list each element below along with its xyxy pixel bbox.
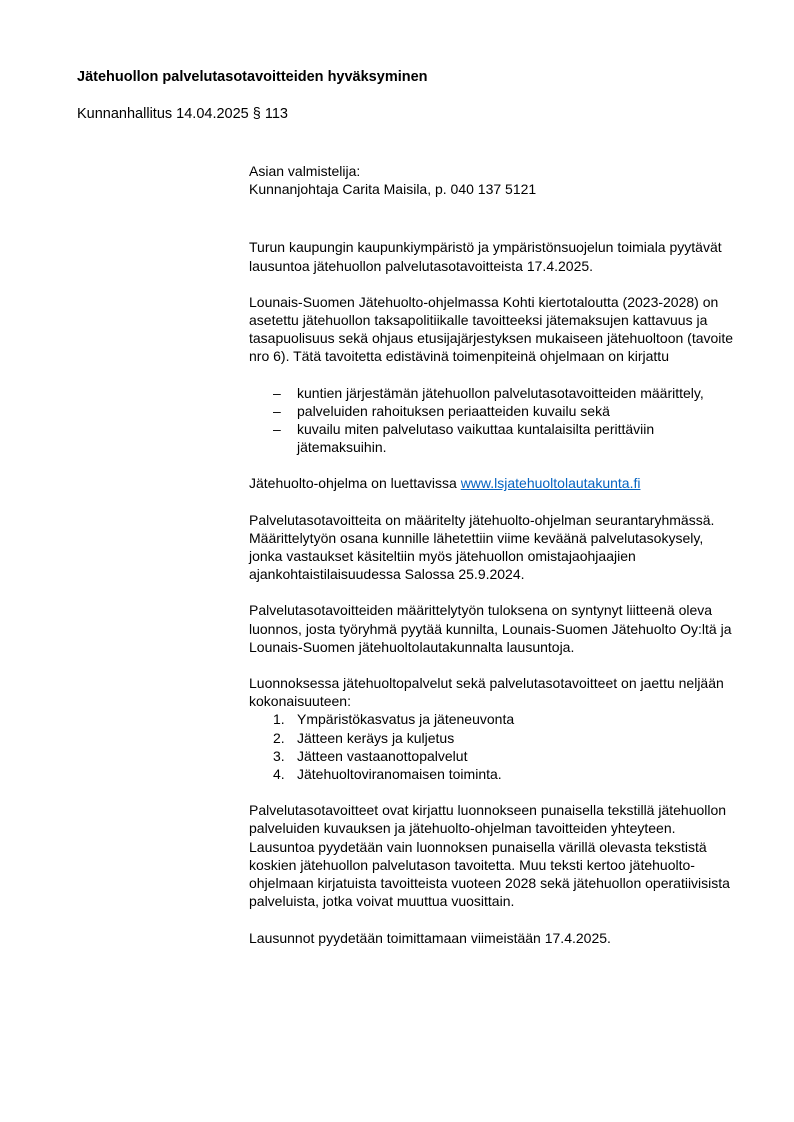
paragraph-request: Turun kaupungin kaupunkiympäristö ja ympäristönsuojelun toimiala pyytävät lausuntoa jätehuollon palvelutasotavoitteista 17.4.2025.	[249, 239, 722, 274]
document-body	[249, 162, 739, 947]
topics-list	[249, 710, 739, 783]
program-link[interactable]: www.lsjatehuoltolautakunta.fi	[460, 475, 641, 492]
document-title: Jätehuollon palvelutasotavoitteiden hyväksyminen	[77, 69, 428, 85]
paragraph-red-text: Palvelutasotavoitteet ovat kirjattu luonnokseen punaisella tekstillä jätehuollon palveluiden kuvauksen ja jätehuolto-ohjelman tavoitteiden yhteyteen. Lausuntoa pyydetään vain luonnoksen punaisella värillä olevasta tekstistä koskien jätehuollon palvelutason tavoitetta. Muu teksti kertoo jätehuolto-ohjelmaan kirjatuista tavoitteista vuoteen 2028 sekä jätehuollon operatiivisista palveluista, jotka voivat muuttua vuosittain.	[249, 802, 730, 910]
paragraph-program-link: Jätehuolto-ohjelma on luettavissa www.lsjatehuoltolautakunta.fi	[249, 475, 641, 492]
paragraph-draft: Palvelutasotavoitteiden määrittelytyön tuloksena on syntynyt liitteenä oleva luonnos, josta työryhmä pyytää kunnilta, Lounais-Suomen Jätehuolto Oy:ltä ja Lounais-Suomen jätehuoltolautakunnalta lausuntoja.	[249, 602, 732, 655]
list-item: – kuvailu miten palvelutaso vaikuttaa kuntalaisilta perittäviin jätemaksuihin.	[273, 421, 655, 456]
dash-bullet: –	[273, 421, 281, 438]
list-item: 4. Jätehuoltoviranomaisen toiminta.	[273, 766, 502, 783]
paragraph-program: Lounais-Suomen Jätehuolto-ohjelmassa Kohti kiertotaloutta (2023-2028) on asetettu jätehuollon taksapolitiikalle tavoitteeksi jätemaksujen kattavuus ja tasapuolisuus sekä ohjaus etusijajärjestyksen mukaiseen jätehuoltoon (tavoite nro 6). Tätä tavoitetta edistävinä toimenpiteinä ohjelmaan on kirjattu	[249, 293, 734, 365]
list-item: 1. Ympäristökasvatus ja jäteneuvonta	[273, 711, 515, 728]
paragraph-sections: Luonnoksessa jätehuoltopalvelut sekä palvelutasotavoitteet on jaettu neljään kokonaisuuteen:	[249, 675, 724, 710]
list-item: – kuntien järjestämän jätehuollon palvelutasotavoitteiden määrittely,	[273, 384, 704, 401]
measures-list	[249, 384, 739, 457]
paragraph-definition: Palvelutasotavoitteita on määritelty jätehuolto-ohjelman seurantaryhmässä. Määrittelytyön osana kunnille lähetettiin viime keväänä palvelutasokysely, jonka vastaukset käsiteltiin myös jätehuollon omistajaohjaajien ajankohtaistilaisuudessa Salossa 25.9.2024.	[249, 511, 715, 583]
preparer-block	[249, 162, 739, 198]
dash-bullet: –	[273, 384, 281, 401]
meeting-reference: Kunnanhallitus 14.04.2025 § 113	[77, 106, 288, 122]
paragraph-deadline: Lausunnot pyydetään toimittamaan viimeistään 17.4.2025.	[249, 929, 611, 946]
preparer-label: Asian valmistelija:	[249, 163, 361, 179]
list-item: 2. Jätteen keräys ja kuljetus	[273, 729, 455, 746]
dash-bullet: –	[273, 402, 281, 419]
preparer-name: Kunnanjohtaja Carita Maisila, p. 040 137 5121	[249, 181, 537, 198]
list-item: – palveluiden rahoituksen periaatteiden kuvailu sekä	[273, 402, 610, 419]
list-item: 3. Jätteen vastaanottopalvelut	[273, 747, 468, 764]
